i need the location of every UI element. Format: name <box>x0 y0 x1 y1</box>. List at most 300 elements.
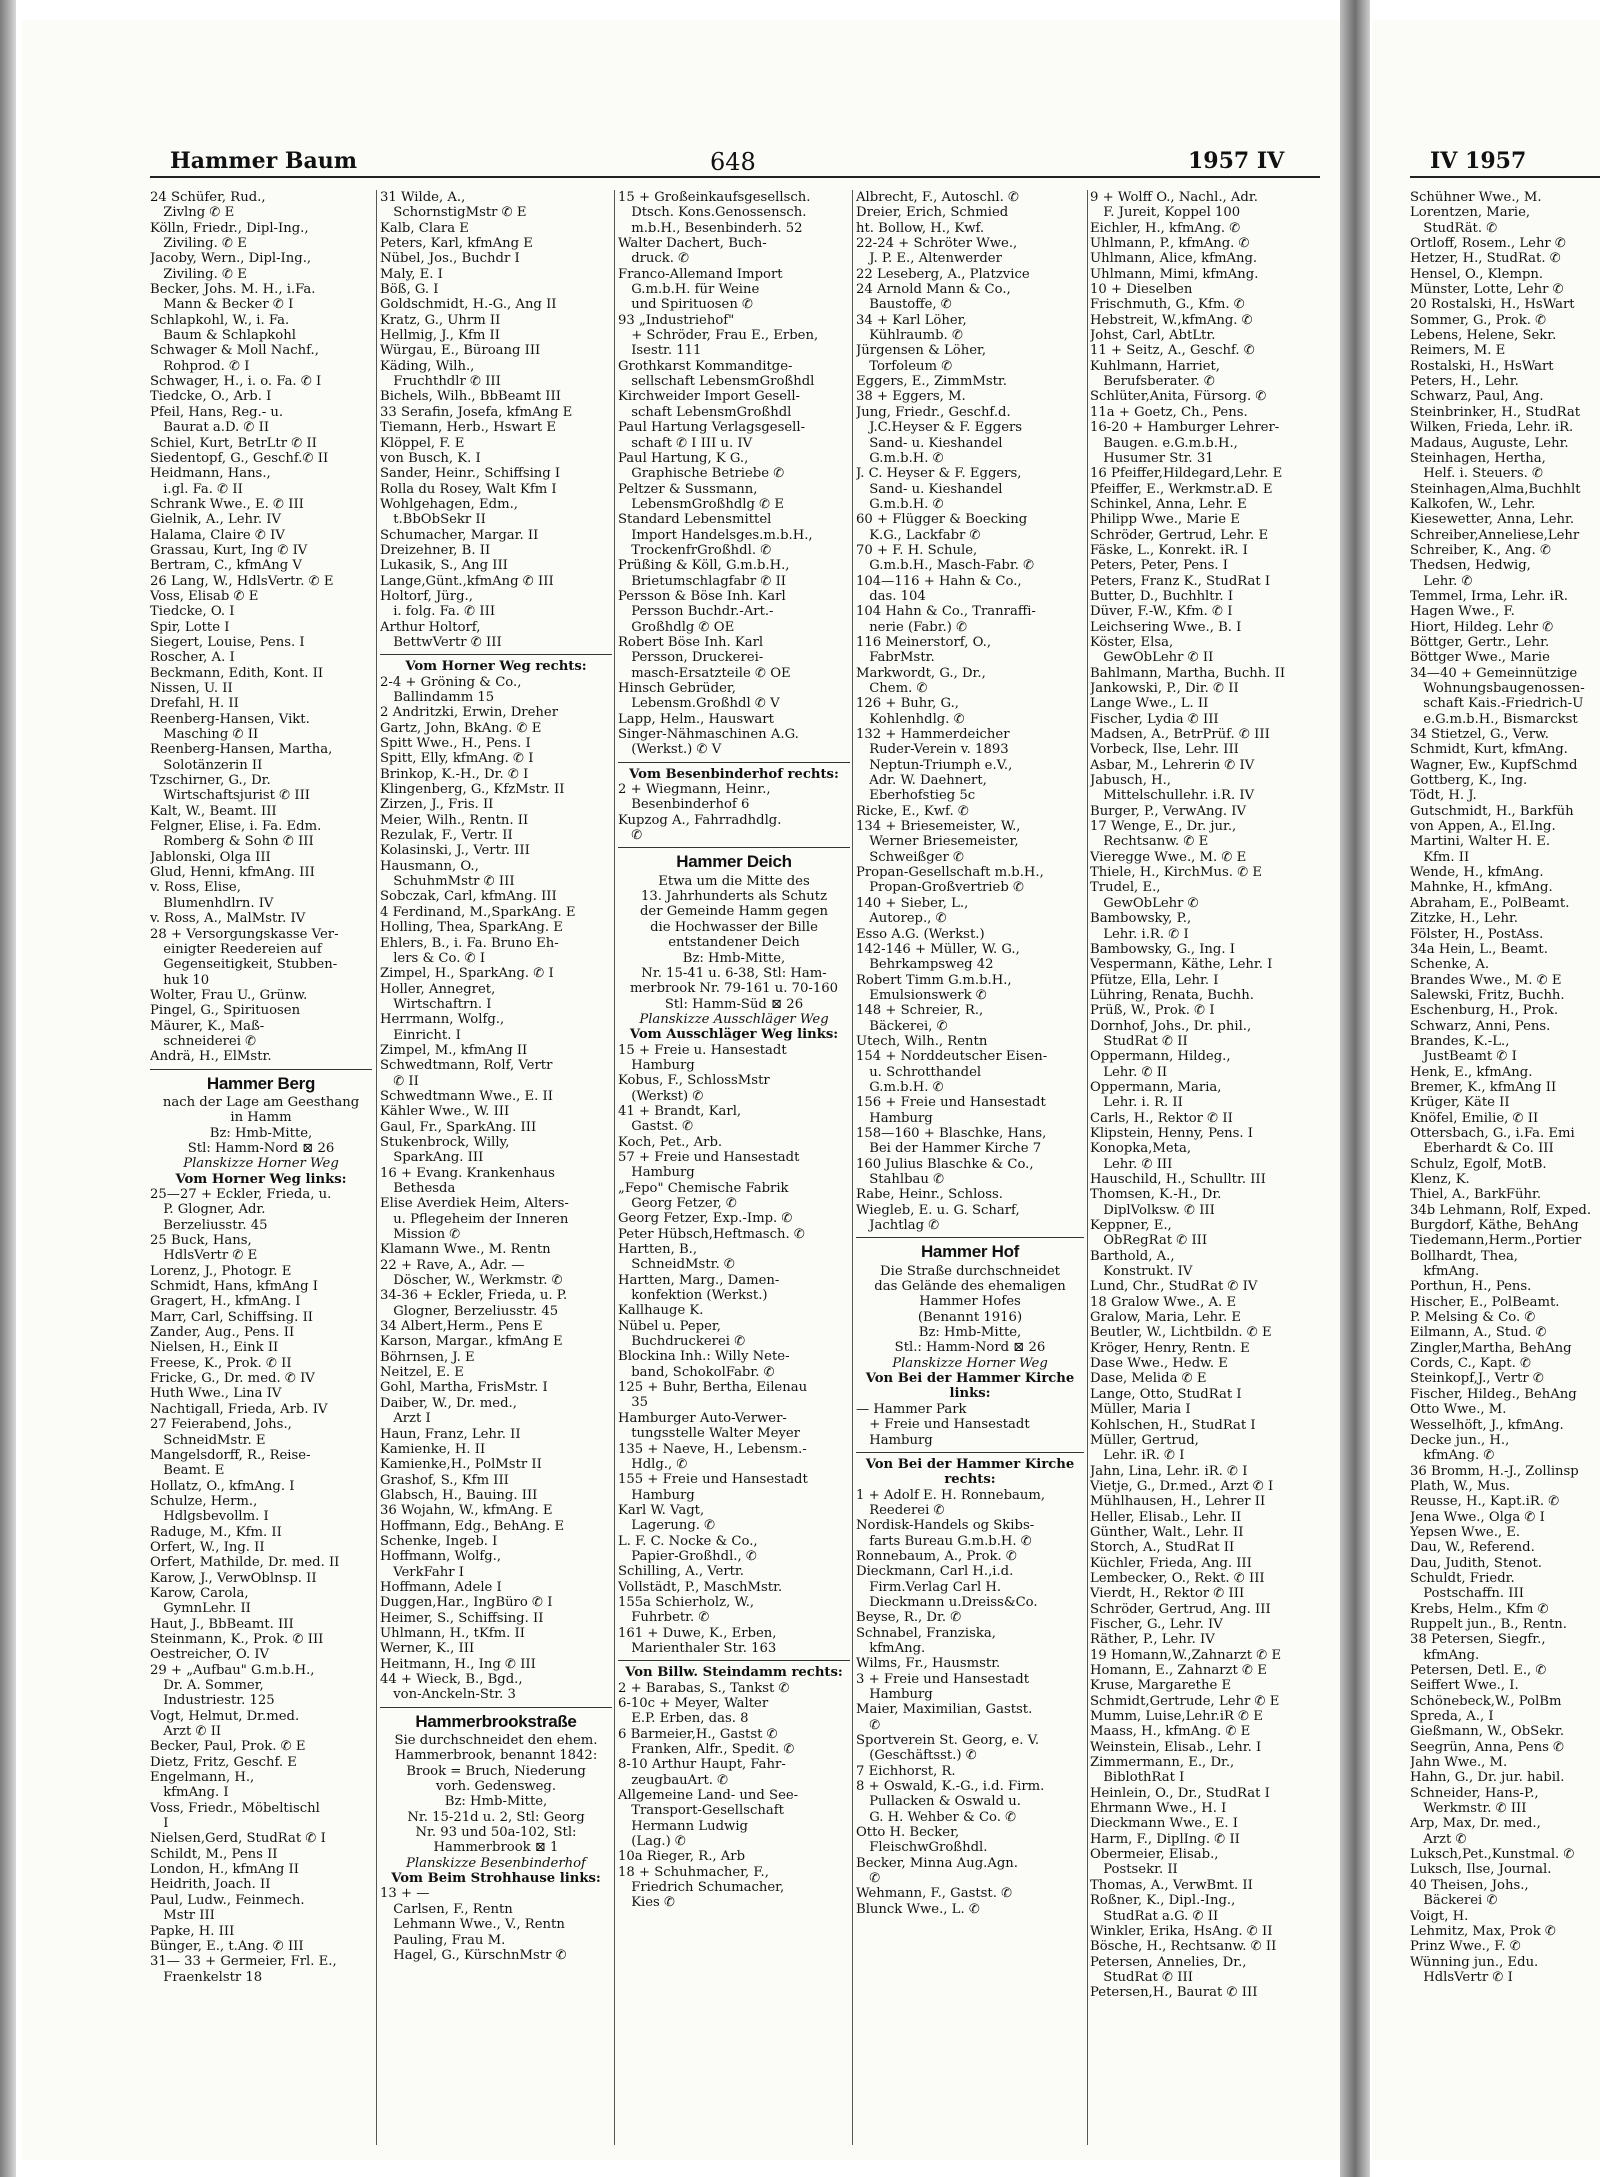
directory-entry: G.m.b.H. ✆ <box>856 496 944 512</box>
directory-entry: 22 Leseberg, A., Platzvice <box>856 266 1030 282</box>
directory-entry: Lorentzen, Marie, <box>1410 205 1531 221</box>
directory-entry: 15 + Großeinkaufsgesellsch. <box>618 190 811 205</box>
directory-entry: Lehr. iR. ✆ I <box>1090 1448 1185 1464</box>
directory-entry: Hetzer, H., StudRat. ✆ <box>1410 251 1561 267</box>
directory-entry: nerie (Fabr.) ✆ <box>856 619 968 635</box>
directory-column-1 <box>150 190 372 2150</box>
directory-entry: kfmAng. <box>1410 1264 1480 1280</box>
street-section-heading: Vom Horner Weg rechts: <box>405 659 587 675</box>
directory-entry: Werner, K., III <box>380 1641 475 1657</box>
directory-entry: Günther, Walt., Lehr. II <box>1090 1524 1244 1540</box>
directory-entry: Gohl, Martha, FrisMstr. I <box>380 1380 548 1396</box>
directory-entry: Schrank Wwe., E. ✆ III <box>150 496 304 512</box>
directory-entry: v. Ross, Elise, <box>150 880 241 896</box>
directory-entry: Eggers, E., ZimmMstr. <box>856 374 1007 390</box>
directory-entry: Madaus, Auguste, Lehr. <box>1410 435 1569 451</box>
directory-entry: Steinbrinker, H., StudRat <box>1410 404 1581 420</box>
directory-entry: 35 <box>618 1395 648 1411</box>
street-description: Stl: Hamm-Süd ⊠ 26 <box>664 996 804 1012</box>
directory-entry: Pingel, G., Spirituosen <box>150 1003 301 1019</box>
directory-entry: Utech, Wilh., Rentn <box>856 1033 988 1049</box>
directory-entry: Kuhlmann, Harriet, <box>1090 358 1220 374</box>
directory-entry: Zimpel, M., kfmAng II <box>380 1042 528 1058</box>
directory-entry: 132 + Hammerdeicher <box>856 727 1010 743</box>
directory-entry: Küchler, Frieda, Ang. III <box>1090 1555 1252 1571</box>
directory-entry: Jena Wwe., Olga ✆ I <box>1410 1509 1545 1525</box>
directory-entry: Bertram, C., kfmAng V <box>150 558 302 574</box>
directory-entry: Fölster, H., PostAss. <box>1410 926 1544 942</box>
street-section-heading: Von Billw. Steindamm rechts: <box>625 1665 843 1681</box>
directory-entry: huk 10 <box>150 972 210 988</box>
directory-entry: Nissen, U. II <box>150 681 233 696</box>
directory-entry: Lange,Günt.,kfmAng ✆ III <box>380 573 554 589</box>
directory-entry: Ziviling. ✆ E <box>150 236 247 252</box>
section-rule <box>856 1237 1084 1238</box>
street-section-heading: Von Bei der Hammer Kirche <box>865 1456 1075 1472</box>
directory-entry: von Busch, K. I <box>380 450 481 466</box>
directory-entry: Müller, Gertrud, <box>1090 1432 1199 1448</box>
directory-entry: Wünning jun., Edu. <box>1410 1954 1539 1970</box>
directory-entry: Prüßing & Köll, G.m.b.H., <box>618 558 790 574</box>
directory-entry: 29 + „Aufbau" G.m.b.H., <box>150 1662 315 1678</box>
directory-entry: Jacoby, Wern., Dipl-Ing., <box>150 251 312 267</box>
directory-entry: Uhlmann, Mimi, kfmAng. <box>1090 266 1259 282</box>
directory-entry: 22 + Rave, A., Adr. — <box>380 1257 525 1273</box>
directory-entry: Carlsen, F., Rentn <box>380 1901 513 1917</box>
directory-entry: 3 + Freie und Hansestadt <box>856 1671 1030 1687</box>
directory-entry: Schönebeck,W., PolBm <box>1410 1693 1562 1709</box>
street-section-heading: Vom Besenbinderhof rechts: <box>629 766 839 782</box>
street-plan-reference: Planskizze Horner Weg <box>892 1355 1048 1371</box>
street-description: Brook = Bruch, Niederung <box>406 1763 586 1779</box>
directory-entry: (Lag.) ✆ <box>618 1834 686 1850</box>
directory-entry: Solotänzerin II <box>150 757 263 773</box>
directory-entry: Maier, Maximilian, Gastst. <box>856 1702 1033 1718</box>
directory-entry: Fischer, Lydia ✆ III <box>1090 711 1219 727</box>
directory-entry: 6-10c + Meyer, Walter <box>618 1696 769 1711</box>
directory-entry: E.P. Erben, das. 8 <box>618 1711 749 1727</box>
directory-entry: 33 Serafin, Josefa, kfmAng E <box>380 404 573 420</box>
directory-entry: Arp, Max, Dr. med., <box>1410 1816 1541 1832</box>
directory-entry: Schwarz, Anni, Pens. <box>1410 1018 1551 1034</box>
directory-entry: Seiffert Wwe., I. <box>1410 1678 1519 1694</box>
directory-entry: Abraham, E., PolBeamt. <box>1410 895 1570 911</box>
directory-entry: 140 + Sieber, L., <box>856 895 969 911</box>
directory-entry: Peter Hübsch,Heftmasch. ✆ <box>618 1226 805 1242</box>
directory-entry: Fraenkelstr 18 <box>150 1969 263 1985</box>
directory-entry: Henk, E., kfmAng. <box>1410 1064 1533 1080</box>
directory-entry: Schröder, Gertrud, Lehr. E <box>1090 527 1269 543</box>
directory-entry: Blumenhdlrn. IV <box>150 895 274 911</box>
directory-entry: JustBeamt ✆ I <box>1410 1049 1517 1065</box>
directory-entry: Fuhrbetr. ✆ <box>618 1610 710 1626</box>
directory-entry: 7 Eichhorst, R. <box>856 1763 956 1779</box>
directory-entry: 104—116 + Hahn & Co., <box>856 573 1022 589</box>
directory-entry: Schneider, Hans-P., <box>1410 1785 1539 1801</box>
directory-entry: Uhlmann, H., tKfm. II <box>380 1625 525 1641</box>
directory-entry: 10 + Dieselben <box>1090 282 1193 298</box>
directory-entry: Nübel u. Peper, <box>618 1318 721 1334</box>
directory-entry: Kohlschen, H., StudRat I <box>1090 1417 1256 1433</box>
directory-entry: von Appen, A., El.Ing. <box>1410 819 1556 835</box>
directory-entry: Hellmig, J., Kfm II <box>380 328 500 344</box>
directory-entry: Hamburg <box>856 1432 933 1448</box>
directory-entry: Arthur Holtorf, <box>380 619 481 635</box>
column-divider <box>852 190 853 2145</box>
directory-entry: Daiber, W., Dr. med., <box>380 1395 517 1411</box>
directory-entry: K.G., Lackfabr ✆ <box>856 527 981 543</box>
directory-entry: Keppner, E., <box>1090 1218 1172 1234</box>
directory-entry: Thomsen, K.-H., Dr. <box>1090 1187 1222 1203</box>
directory-entry: Lebens, Helene, Sekr. <box>1410 328 1557 344</box>
directory-entry: Masching ✆ II <box>150 727 259 743</box>
directory-entry: Hamburg <box>618 1487 695 1503</box>
directory-entry: + Freie und Hansestadt <box>856 1417 1030 1433</box>
directory-entry: Prinz Wwe., F. ✆ <box>1410 1939 1521 1955</box>
directory-entry: Dase Wwe., Hedw. E <box>1090 1356 1228 1372</box>
directory-entry: Georg Fetzer, ✆ <box>618 1196 737 1211</box>
directory-entry: Fischer, Hildeg., BehAng <box>1410 1386 1577 1402</box>
next-page-column <box>1410 190 1600 2150</box>
directory-entry: Holler, Annegret, <box>380 981 496 997</box>
directory-entry: Hensel, O., Klempn. <box>1410 266 1544 282</box>
directory-entry: Sobczak, Carl, kfmAng. III <box>380 889 557 905</box>
directory-entry: Hoffmann, Edg., BehAng. E <box>380 1518 565 1534</box>
street-section-heading: Vom Beim Strohhause links: <box>391 1871 601 1887</box>
directory-entry: 155a Schierholz, W., <box>618 1594 755 1610</box>
directory-entry: Husumer Str. 31 <box>1090 450 1214 466</box>
directory-entry: Grashof, S., Kfm III <box>380 1472 509 1488</box>
street-description: Die Straße durchschneidet <box>880 1263 1060 1279</box>
directory-entry: Schlapkohl, W., i. Fa. <box>150 312 290 328</box>
street-plan-reference: Planskizze Ausschläger Weg <box>639 1011 829 1027</box>
directory-entry: Barthold, A., <box>1090 1248 1175 1264</box>
directory-column-4 <box>856 190 1084 2150</box>
directory-entry: Johst, Carl, AbtLtr. <box>1090 328 1216 344</box>
directory-entry: Philipp Wwe., Marie E <box>1090 512 1240 528</box>
directory-entry: Thomas, A., VerwBmt. II <box>1090 1877 1253 1893</box>
directory-entry: 34-36 + Eckler, Frieda, u. P. <box>380 1288 568 1304</box>
directory-entry: Buchdruckerei ✆ <box>618 1334 746 1350</box>
directory-entry: 25—27 + Eckler, Frieda, u. <box>150 1187 332 1202</box>
directory-entry: HdlsVertr ✆ I <box>1410 1969 1513 1985</box>
directory-entry: Torfoleum ✆ <box>856 358 953 374</box>
directory-entry: Hdlg., ✆ <box>618 1456 688 1472</box>
directory-column-3 <box>618 190 850 2150</box>
directory-entry: Voigt, H. <box>1410 1908 1469 1924</box>
directory-entry: Gegenseitigkeit, Stubben- <box>150 957 338 973</box>
directory-entry: Goldschmidt, H.-G., Ang II <box>380 297 557 313</box>
directory-entry: Hausmann, O., <box>380 858 479 874</box>
directory-entry: 8 + Oswald, K.-G., i.d. Firm. <box>856 1779 1045 1795</box>
directory-entry: Ottersbach, G., i.Fa. Emi <box>1410 1125 1575 1141</box>
directory-entry: Jahn, Lina, Lehr. iR. ✆ I <box>1090 1463 1248 1479</box>
directory-entry: Räther, P., Lehr. IV <box>1090 1632 1215 1648</box>
directory-entry: Singer-Nähmaschinen A.G. <box>618 727 799 743</box>
directory-entry: Kamienke,H., PolMstr II <box>380 1457 542 1473</box>
directory-entry: Mäurer, K., Maß- <box>150 1018 265 1034</box>
directory-entry: P. Glogner, Adr. <box>150 1202 266 1218</box>
directory-entry: Gastst. ✆ <box>618 1119 694 1135</box>
directory-entry: Persson & Böse Inh. Karl <box>618 588 786 604</box>
directory-entry: BettwVertr ✆ III <box>380 634 502 650</box>
directory-entry: Würgau, E., Büroang III <box>380 343 541 359</box>
directory-entry: Hoffmann, Adele I <box>380 1579 502 1595</box>
directory-entry: 148 + Schreier, R., <box>856 1003 984 1019</box>
directory-entry: Glud, Henni, kfmAng. III <box>150 865 315 881</box>
directory-column-2 <box>380 190 612 2150</box>
directory-entry: und Spirituosen ✆ <box>618 297 754 313</box>
directory-entry: Lagerung. ✆ <box>618 1518 716 1534</box>
directory-entry: Kölln, Friedr., Dipl-Ing., <box>150 220 309 236</box>
directory-entry: Kalt, W., Beamt. III <box>150 803 277 819</box>
directory-entry: Ehrmann Wwe., H. I <box>1090 1801 1227 1817</box>
directory-entry: 11 + Seitz, A., Geschf. ✆ <box>1090 343 1255 359</box>
street-description: vorh. Gedensweg. <box>435 1779 557 1795</box>
directory-entry: Werkmstr. ✆ III <box>1410 1801 1527 1817</box>
directory-entry: Kolasinski, J., Vertr. III <box>380 843 530 859</box>
directory-entry: Oppermann, Maria, <box>1090 1079 1222 1095</box>
directory-entry: Gralow, Maria, Lehr. E <box>1090 1310 1242 1326</box>
directory-entry: Obermeier, Elisab., <box>1090 1847 1219 1863</box>
directory-entry: Kies ✆ <box>618 1895 676 1911</box>
directory-entry: Pauling, Frau M. <box>380 1932 506 1948</box>
directory-entry: Dreier, Erich, Schmied <box>856 205 1009 221</box>
directory-entry: Kohlenhdlg. ✆ <box>856 711 965 727</box>
directory-entry: Kruse, Margarethe E <box>1090 1678 1232 1694</box>
directory-entry: Cords, C., Kapt. ✆ <box>1410 1356 1532 1372</box>
street-description: entstandener Deich <box>668 935 800 951</box>
directory-entry: Vieregge Wwe., M. ✆ E <box>1090 849 1247 865</box>
directory-entry: Hagel, G., KürschnMstr ✆ <box>380 1947 567 1963</box>
directory-entry: Lehmann Wwe., V., Rentn <box>380 1917 565 1933</box>
directory-entry: Roßner, K., Dipl.-Ing., <box>1090 1893 1236 1909</box>
directory-entry: 155 + Freie und Hansestadt <box>618 1472 808 1488</box>
directory-entry: Brandes Wwe., M. ✆ E <box>1410 972 1562 988</box>
directory-entry: 142-146 + Müller, W. G., <box>856 941 1020 957</box>
directory-entry: Petersen, Annelies, Dr., <box>1090 1954 1247 1970</box>
directory-entry: Hermann Ludwig <box>618 1818 748 1834</box>
directory-entry: Wirtschaftsjurist ✆ III <box>150 788 311 804</box>
directory-entry: Vorbeck, Ilse, Lehr. III <box>1090 742 1239 758</box>
directory-entry: Standard Lebensmittel <box>618 512 772 528</box>
directory-entry: Oestreicher, O. IV <box>150 1647 270 1663</box>
directory-entry: Andrä, H., ElMstr. <box>150 1049 272 1065</box>
directory-entry: schneiderei ✆ <box>150 1033 257 1049</box>
directory-entry: Hartten, Marg., Damen- <box>618 1272 780 1288</box>
directory-entry: Kobus, F., SchlossMstr <box>618 1073 770 1089</box>
directory-entry: Klöppel, F. E <box>380 435 465 451</box>
directory-entry: Tiemann, Herb., Hswart E <box>380 420 557 436</box>
directory-entry: Peters, Franz K., StudRat I <box>1090 573 1271 589</box>
directory-entry: Schenke, Ingeb. I <box>380 1533 498 1549</box>
directory-entry: 1 + Adolf E. H. Ronnebaum, <box>856 1487 1046 1503</box>
directory-entry: Salewski, Fritz, Buchh. <box>1410 987 1565 1003</box>
directory-entry: 20 Rostalski, H., HsWart <box>1410 297 1575 313</box>
directory-entry: Winkler, Erika, HsAng. ✆ II <box>1090 1923 1273 1939</box>
directory-entry: Felgner, Elise, i. Fa. Edm. <box>150 819 322 835</box>
section-rule <box>618 1660 850 1661</box>
directory-entry: Reenberg-Hansen, Vikt. <box>150 711 310 727</box>
directory-entry: Weinstein, Elisab., Lehr. I <box>1090 1739 1262 1755</box>
directory-entry: 156 + Freie und Hansestadt <box>856 1095 1046 1111</box>
directory-entry: Kupzog A., Fahrradhdlg. <box>618 812 782 828</box>
directory-entry: 22-24 + Schröter Wwe., <box>856 236 1018 252</box>
street-description: nach der Lage am Geesthang <box>162 1094 360 1110</box>
directory-entry: Böß, G. I <box>380 282 439 298</box>
directory-entry: 126 + Buhr, G., <box>856 696 959 712</box>
directory-entry: Lehr. i. R. II <box>1090 1095 1183 1111</box>
directory-entry: Haun, Franz, Lehr. II <box>380 1426 521 1442</box>
directory-entry: VerkFahr I <box>380 1564 464 1580</box>
directory-entry: 116 Meinerstorf, O., <box>856 634 992 650</box>
directory-entry: 28 + Versorgungskasse Ver- <box>150 926 339 942</box>
directory-entry: Schwager, H., i. o. Fa. ✆ I <box>150 374 322 390</box>
directory-entry: StudRät. ✆ <box>1410 220 1498 236</box>
directory-entry: Mühlhausen, H., Lehrer II <box>1090 1494 1266 1510</box>
directory-entry: Halama, Claire ✆ IV <box>150 527 285 543</box>
directory-entry: Siedentopf, G., Geschf.✆ II <box>150 450 329 466</box>
directory-entry: Reederei ✆ <box>856 1502 945 1518</box>
directory-entry: Mstr III <box>150 1908 215 1924</box>
directory-entry: ObRegRat ✆ III <box>1090 1233 1208 1249</box>
directory-entry: Neitzel, E. E <box>380 1365 464 1381</box>
directory-entry: Großhdlg ✆ OE <box>618 619 735 635</box>
directory-entry: Heller, Elisab., Lehr. II <box>1090 1509 1242 1525</box>
directory-entry: Wehmann, F., Gastst. ✆ <box>856 1886 1013 1902</box>
directory-entry: 40 Theisen, Johs., <box>1410 1877 1529 1893</box>
directory-entry: Karow, J., VerwOblnsp. II <box>150 1570 317 1586</box>
directory-entry: Schildt, M., Pens II <box>150 1846 278 1862</box>
directory-entry: 31 Wilde, A., <box>380 190 466 205</box>
directory-entry: masch-Ersatzteile ✆ OE <box>618 665 791 681</box>
book-spine-edge <box>0 0 16 2177</box>
street-section-heading: links: <box>949 1386 991 1402</box>
directory-entry: L. F. C. Nocke & Co., <box>618 1533 758 1549</box>
directory-entry: sellschaft LebensmGroßhdl <box>618 374 815 390</box>
directory-entry: 125 + Buhr, Bertha, Eilenau <box>618 1380 808 1396</box>
directory-entry: 134 + Briesemeister, W., <box>856 819 1021 835</box>
directory-entry: 70 + F. H. Schule, <box>856 542 978 558</box>
directory-entry: Burgdorf, Käthe, BehAng <box>1410 1218 1579 1234</box>
directory-entry: 41 + Brandt, Karl, <box>618 1103 742 1119</box>
directory-entry: Schweißger ✆ <box>856 849 965 865</box>
directory-entry: Hebstreit, W.,kfmAng. ✆ <box>1090 312 1253 328</box>
directory-entry: Asbar, M., Lehrerin ✆ IV <box>1090 757 1255 773</box>
column-divider <box>376 190 377 2145</box>
directory-entry: Vietje, G., Dr.med., Arzt ✆ I <box>1090 1478 1274 1494</box>
directory-entry: Gaul, Fr., SparkAng. III <box>380 1119 537 1135</box>
directory-entry: Lehr. ✆ II <box>1090 1064 1168 1080</box>
street-heading: Hammer Berg <box>206 1073 316 1093</box>
directory-entry: Brietumschlagfabr ✆ II <box>618 573 787 589</box>
directory-entry: Kähler Wwe., W. III <box>380 1104 510 1120</box>
directory-entry: SchornstigMstr ✆ E <box>380 205 527 221</box>
street-description: 13. Jahrhunderts als Schutz <box>640 889 828 905</box>
directory-entry: v. Ross, A., MalMstr. IV <box>150 911 306 927</box>
column-divider <box>614 190 615 2145</box>
directory-entry: Meier, Wilh., Rentn. II <box>380 812 529 828</box>
directory-entry: Dieckmann, Carl H.,i.d. <box>856 1564 1014 1580</box>
directory-entry: Lehmitz, Max, Prok ✆ <box>1410 1923 1556 1939</box>
directory-entry: Schenke, A. <box>1410 957 1490 973</box>
directory-entry: Paul Hartung, K G., <box>618 450 749 466</box>
next-page-header-rule <box>1410 176 1600 178</box>
directory-entry: kfmAng. I <box>150 1785 229 1801</box>
directory-entry: Huth Wwe., Lina IV <box>150 1386 282 1402</box>
directory-entry: Zirzen, J., Fris. II <box>380 797 494 813</box>
directory-entry: Schlüter,Anita, Fürsorg. ✆ <box>1090 389 1267 405</box>
directory-entry: 25 Buck, Hans, <box>150 1233 252 1249</box>
directory-entry: Friedrich Schumacher, <box>618 1880 785 1896</box>
directory-entry: Hamburg <box>618 1057 695 1073</box>
street-description: Bz: Hmb-Mitte, <box>444 1794 548 1810</box>
directory-entry: Martini, Walter H. E. <box>1410 834 1551 850</box>
street-section-heading: rechts: <box>944 1472 996 1488</box>
directory-entry: Jung, Friedr., Geschf.d. <box>856 404 1011 420</box>
directory-entry: farts Bureau G.m.b.H. ✆ <box>856 1533 1032 1549</box>
directory-entry: Harm, F., DiplIng. ✆ II <box>1090 1831 1240 1847</box>
directory-entry: 24 Arnold Mann & Co., <box>856 282 1011 298</box>
directory-entry: 34 Albert,Herm., Pens E <box>380 1319 543 1335</box>
directory-entry: Klipstein, Henny, Pens. I <box>1090 1125 1254 1141</box>
directory-entry: Ballindamm 15 <box>380 690 495 705</box>
directory-entry: Temmel, Irma, Lehr. iR. <box>1410 588 1568 604</box>
directory-entry: Dieckmann u.Dreiss&Co. <box>856 1594 1038 1610</box>
directory-entry: Tiedcke, O. I <box>150 604 235 620</box>
street-description: Etwa um die Mitte des <box>658 873 810 889</box>
directory-entry: Wilms, Fr., Hausmstr. <box>856 1656 1001 1672</box>
directory-entry: Marienthaler Str. 163 <box>618 1640 777 1656</box>
directory-entry: Papier-Großhdl., ✆ <box>618 1548 757 1564</box>
directory-entry: Hahn, G., Dr. jur. habil. <box>1410 1770 1565 1786</box>
directory-entry: Lorenz, J., Photogr. E <box>150 1263 292 1279</box>
directory-entry: (Geschäftsst.) ✆ <box>856 1748 977 1764</box>
directory-entry: kfmAng. <box>856 1640 926 1656</box>
directory-entry: Heimer, S., Schiffsing. II <box>380 1610 544 1626</box>
street-description: Stl: Hamm-Nord ⊠ 26 <box>187 1140 335 1156</box>
directory-entry: Vierdt, H., Rektor ✆ III <box>1090 1586 1245 1602</box>
directory-entry: Steinkopf,J., Vertr ✆ <box>1410 1371 1544 1387</box>
directory-entry: Wende, H., kfmAng. <box>1410 865 1544 881</box>
directory-entry: (Werkst) ✆ <box>618 1088 704 1104</box>
directory-entry: Schreiber, K., Ang. ✆ <box>1410 542 1552 558</box>
directory-entry: Leichsering Wwe., B. I <box>1090 619 1242 635</box>
directory-entry: Schwedtmann, Rolf, Vertr <box>380 1058 553 1074</box>
directory-entry: Baugen. e.G.m.b.H., <box>1090 435 1238 451</box>
directory-entry: Thiel, A., BarkFühr. <box>1410 1187 1542 1203</box>
directory-entry: Orfert, Mathilde, Dr. med. II <box>150 1555 340 1571</box>
directory-entry: Lange, Otto, StudRat I <box>1090 1386 1242 1402</box>
directory-entry: Lange Wwe., L. II <box>1090 696 1209 712</box>
directory-entry: Eilmann, A., Stud. ✆ <box>1410 1325 1547 1341</box>
directory-entry: Gottberg, K., Ing. <box>1410 773 1528 789</box>
directory-entry: FabrMstr. <box>856 650 935 666</box>
directory-entry: Wohnungsbaugenossen- <box>1410 681 1585 696</box>
directory-entry: Ortloff, Rosem., Lehr ✆ <box>1410 236 1566 252</box>
directory-entry: Propan-Gesellschaft m.b.H., <box>856 865 1044 881</box>
directory-entry: Marr, Carl, Schiffsing. II <box>150 1309 313 1325</box>
directory-entry: Lühring, Renata, Buchh. <box>1090 987 1254 1003</box>
directory-entry: Markwordt, G., Dr., <box>856 665 986 681</box>
directory-entry: Otto H. Becker, <box>856 1825 960 1841</box>
directory-entry: 15 + Freie u. Hansestadt <box>618 1042 787 1058</box>
street-section-heading: Von Bei der Hammer Kirche <box>865 1371 1075 1387</box>
directory-entry: StudRat ✆ III <box>1090 1969 1193 1985</box>
directory-entry: Wagner, Ew., KupfSchmd <box>1410 757 1578 773</box>
directory-entry: Gutschmidt, H., Barkfüh <box>1410 803 1574 819</box>
directory-entry: Georg Fetzer, Exp.-Imp. ✆ <box>618 1211 793 1227</box>
